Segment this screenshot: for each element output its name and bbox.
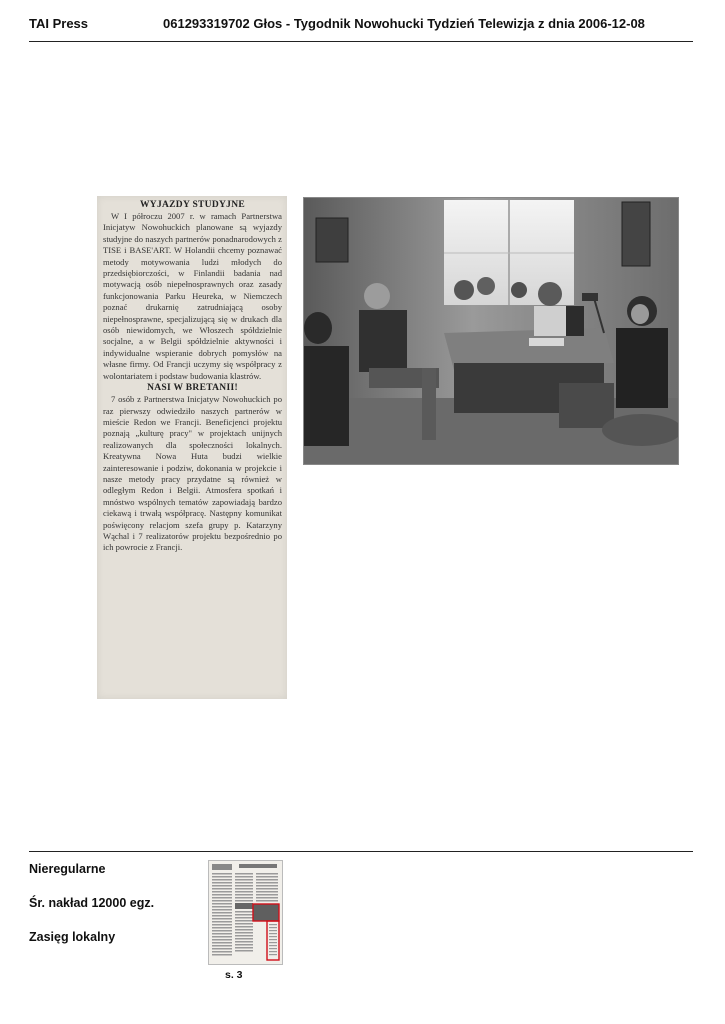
frequency-label: Nieregularne — [29, 862, 106, 876]
footer-divider — [29, 851, 693, 852]
article-clipping — [97, 196, 287, 699]
reach-label: Zasięg lokalny — [29, 930, 116, 944]
header-divider — [29, 41, 693, 42]
page-thumbnail — [208, 860, 283, 965]
circulation-label: Śr. nakład 12000 egz. — [29, 896, 155, 910]
article-paragraph-brittany: 7 osób z Partnerstwa Inicjatyw Nowohuckich po raz pierwszy odwiedziło naszych partnerów w mieście Redon we Francji. Beneficjenci projektu poznają „kulturę pracy" w projektach unijnych realizowanych dla społeczności lokalnych. Kreatywna Nowa Huta budzi wielkie zainteresowanie i podziw, dokonania w projekcie i nasze metody pracy przydatne są również w odległym Redon i Belgii. Atmosfera spotkań i mnóstwo wspólnych tematów zapowiadają bardzo ciekawą i trwałą współpracę. Następny komunikat poświęcony relacjom szefa grupy p. Katarzyny Wąchal i 7 realizatorów projektu bezpośrednio po ich powrocie z Francji. — [103, 394, 282, 553]
article-paragraph-study-trips: W I półroczu 2007 r. w ramach Partnerstwa Inicjatyw Nowohuckich planowane są wyjazdy studyjne do naszych partnerów ponadnarodowych z TISE i BASE'ART. W Holandii chcemy poznawać metody motywowania ludzi młodych do przedsiębiorczości, w Finlandii badania nad motywacją osób niepełnosprawnych oraz zasady funkcjonowania Parku Heureka, w Niemczech poznać drukarnię zatrudniającą osoby niepełnosprawne, specjalizującą się w drukach dla osób niewidomych, we Włoszech spółdzielnie socjalne, a w Belgii spółdzielnie aktywności i indywidualne wspieranie dobrych pomysłów na własne firmy. Od Francji uczymy się współpracy z wolontariatem i podstaw budowania klastrów. — [103, 211, 282, 381]
page-number: s. 3 — [225, 969, 243, 981]
publisher-name: TAI Press — [29, 16, 89, 31]
article-heading-study-trips: WYJAZDY STUDYJNE — [140, 200, 245, 210]
newspaper-photo — [303, 197, 679, 465]
article-heading-brittany: NASI W BRETANII! — [147, 383, 238, 394]
publication-title: 061293319702 Głos - Tygodnik Nowohucki Tydzień Telewizja z dnia 2006-12-08 — [163, 16, 645, 31]
